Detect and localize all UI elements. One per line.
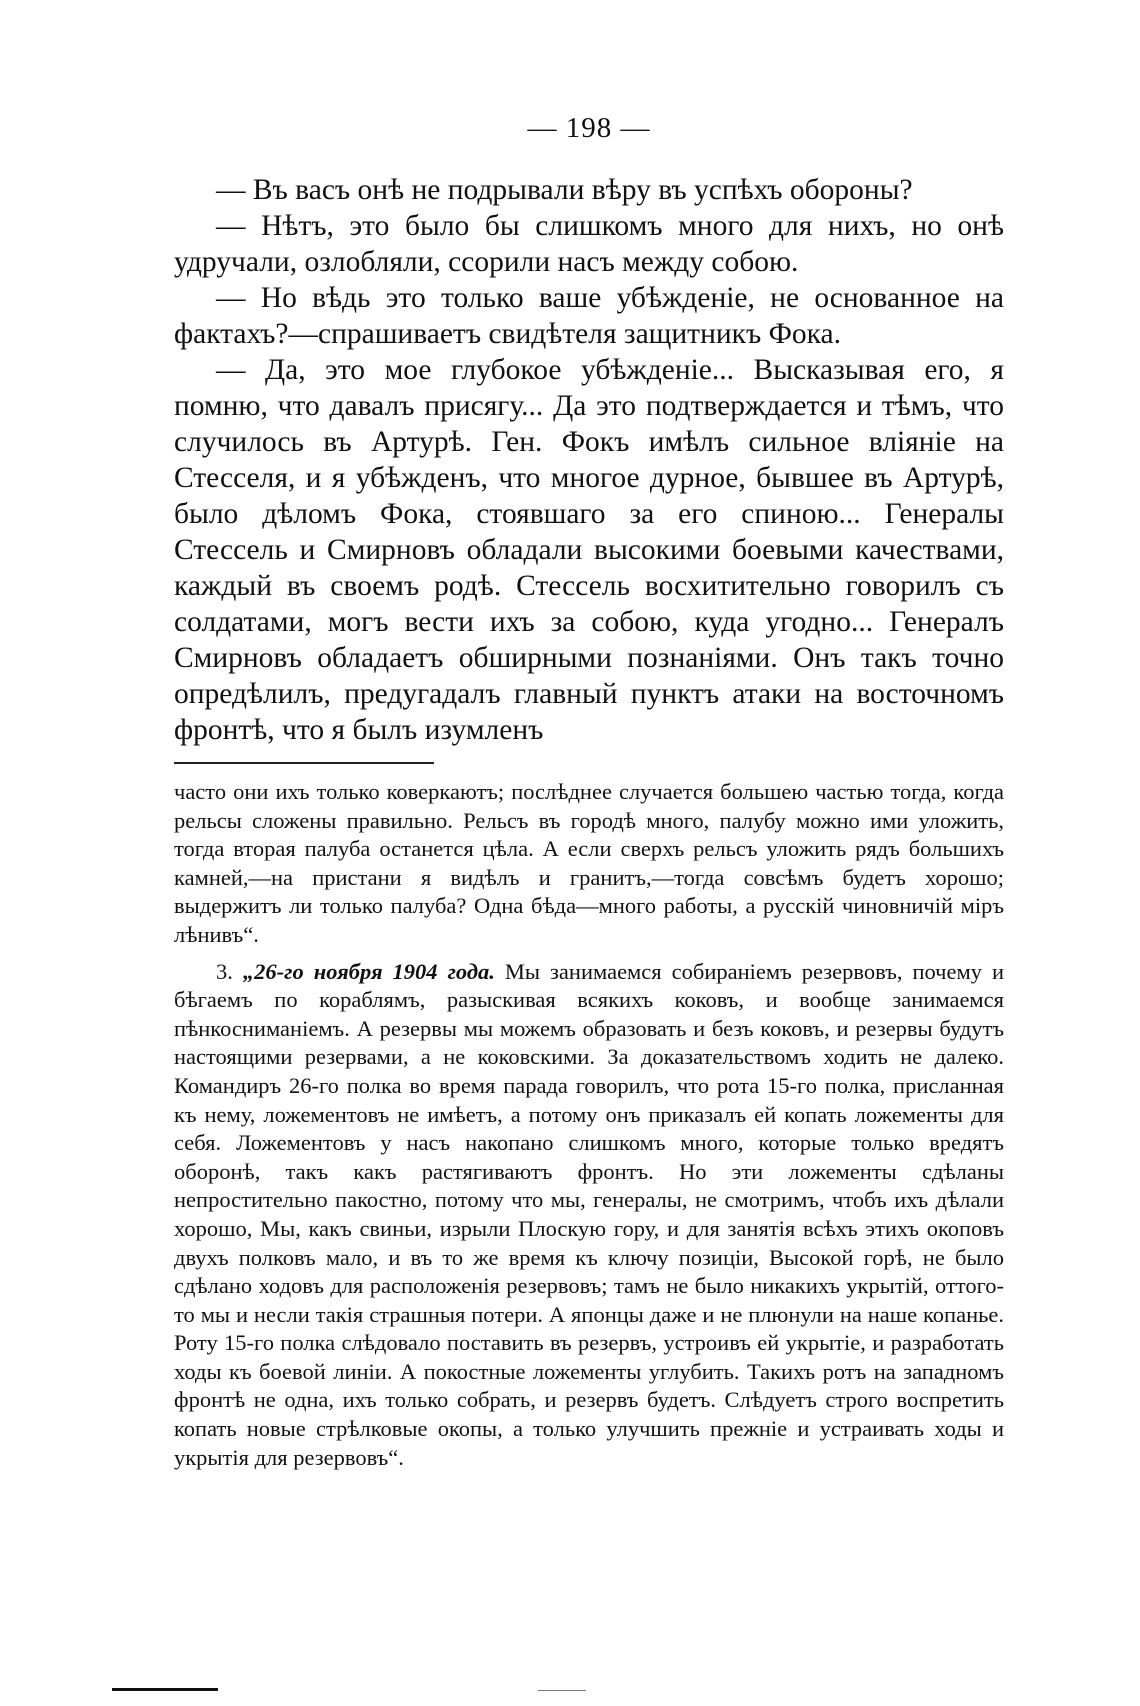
paragraph-defender-question: — Но вѣдь это только ваше убѣжденіе, не основанное на фактахъ?—спрашиваетъ свидѣтеля защитникъ Фока.	[174, 282, 1004, 350]
paragraph-question: — Въ васъ онѣ не подрывали вѣру въ успѣхъ обороны?	[216, 174, 913, 206]
bottom-center-mark	[538, 1690, 586, 1691]
paragraph-testimony: — Да, это мое глубокое убѣжденіе... Высказывая его, я помню, что давалъ присягу... Да это подтверждается и тѣмъ, что случилось въ Артурѣ. Ген. Фокъ имѣлъ сильное вліяніе на Стесселя, и я убѣжденъ, что многое дурное, бывшее въ Артурѣ, было дѣломъ Фока, стоявшаго за его спиною... Генералы Стессель и Смирновъ обладали высокими боевыми качествами, каждый въ своемъ родѣ. Стессель восхитительно говорилъ съ солдатами, могъ вести ихъ за собою, куда угодно... Генералъ Смирновъ обладаетъ обширными познаніями. Онъ такъ точно опредѣлилъ, предугадалъ главный пунктъ атаки на восточномъ фронтѣ, что я былъ изумленъ	[174, 354, 1004, 746]
footnotes	[174, 778, 1004, 1472]
main-text	[174, 172, 1004, 748]
footnote-continuation: часто они ихъ только коверкаютъ; послѣднее случается большею частью тогда, когда рельсы сложены правильно. Рельсъ въ городѣ много, палубу можно ими уложить, тогда вторая палуба останется цѣла. А если сверхъ рельсъ уложить рядъ большихъ камней,—на пристани я видѣлъ и гранитъ,—тогда совсѣмъ будетъ хорошо; выдержитъ ли только палуба? Одна бѣда—много работы, а русскій чиновничій міръ лѣнивъ“.	[174, 779, 1004, 947]
footnote-3-text: Мы занимаемся собираніемъ резервовъ, почему и бѣгаемъ по кораблямъ, разыскивая всякихъ коковъ, и вообще занимаемся пѣнкосниманіемъ. А резервы мы можемъ образовать и безъ коковъ, и резервы будутъ настоящими резервами, а не коковскими. За доказательствомъ ходить не далеко. Командиръ 26-го полка во время парада говорилъ, что рота 15-го полка, присланная къ нему, ложементовъ не имѣетъ, а потому онъ приказалъ ей копать ложементы для себя. Ложементовъ у насъ накопано слишкомъ много, которые только вредятъ оборонѣ, такъ какъ растягиваютъ фронтъ. Но эти ложементы сдѣланы непростительно пакостно, потому что мы, генералы, не смотримъ, чтобъ ихъ дѣлали хорошо, Мы, какъ свиньи, изрыли Плоскую гору, и для занятія всѣхъ этихъ окоповъ двухъ полковъ мало, и въ то же время къ ключу позиціи, Высокой горѣ, не было сдѣлано ходовъ для расположенія резервовъ; тамъ не было никакихъ укрытій, оттого-то мы и несли такія страшныя потери. А японцы даже и не плюнули на наше копанье. Роту 15-го полка слѣдовало поставить въ резервъ, устроивъ ей укрытіе, и разработать ходы къ боевой линіи. А покостные ложементы углубить. Такихъ ротъ на западномъ фронтѣ не одна, ихъ только собрать, и резервъ будетъ. Слѣдуетъ строго воспретить копать новые стрѣлковые окопы, а только улучшить прежніе и устраивать ходы и укрытія для резервовъ“.	[174, 958, 1005, 1470]
footnote-3	[174, 958, 1004, 1473]
paragraph-answer-no: — Нѣтъ, это было бы слишкомъ много для нихъ, но онѣ удручали, озлобляли, ссорили насъ между собою.	[174, 210, 1004, 278]
footnote-separator	[174, 762, 434, 764]
bottom-rule	[112, 1688, 218, 1691]
book-page	[174, 108, 1004, 1472]
footnote-3-date: „26-го ноября 1904 года.	[242, 958, 495, 984]
footnote-3-label: 3.	[216, 958, 233, 984]
page-number: — 198 —	[527, 112, 651, 144]
